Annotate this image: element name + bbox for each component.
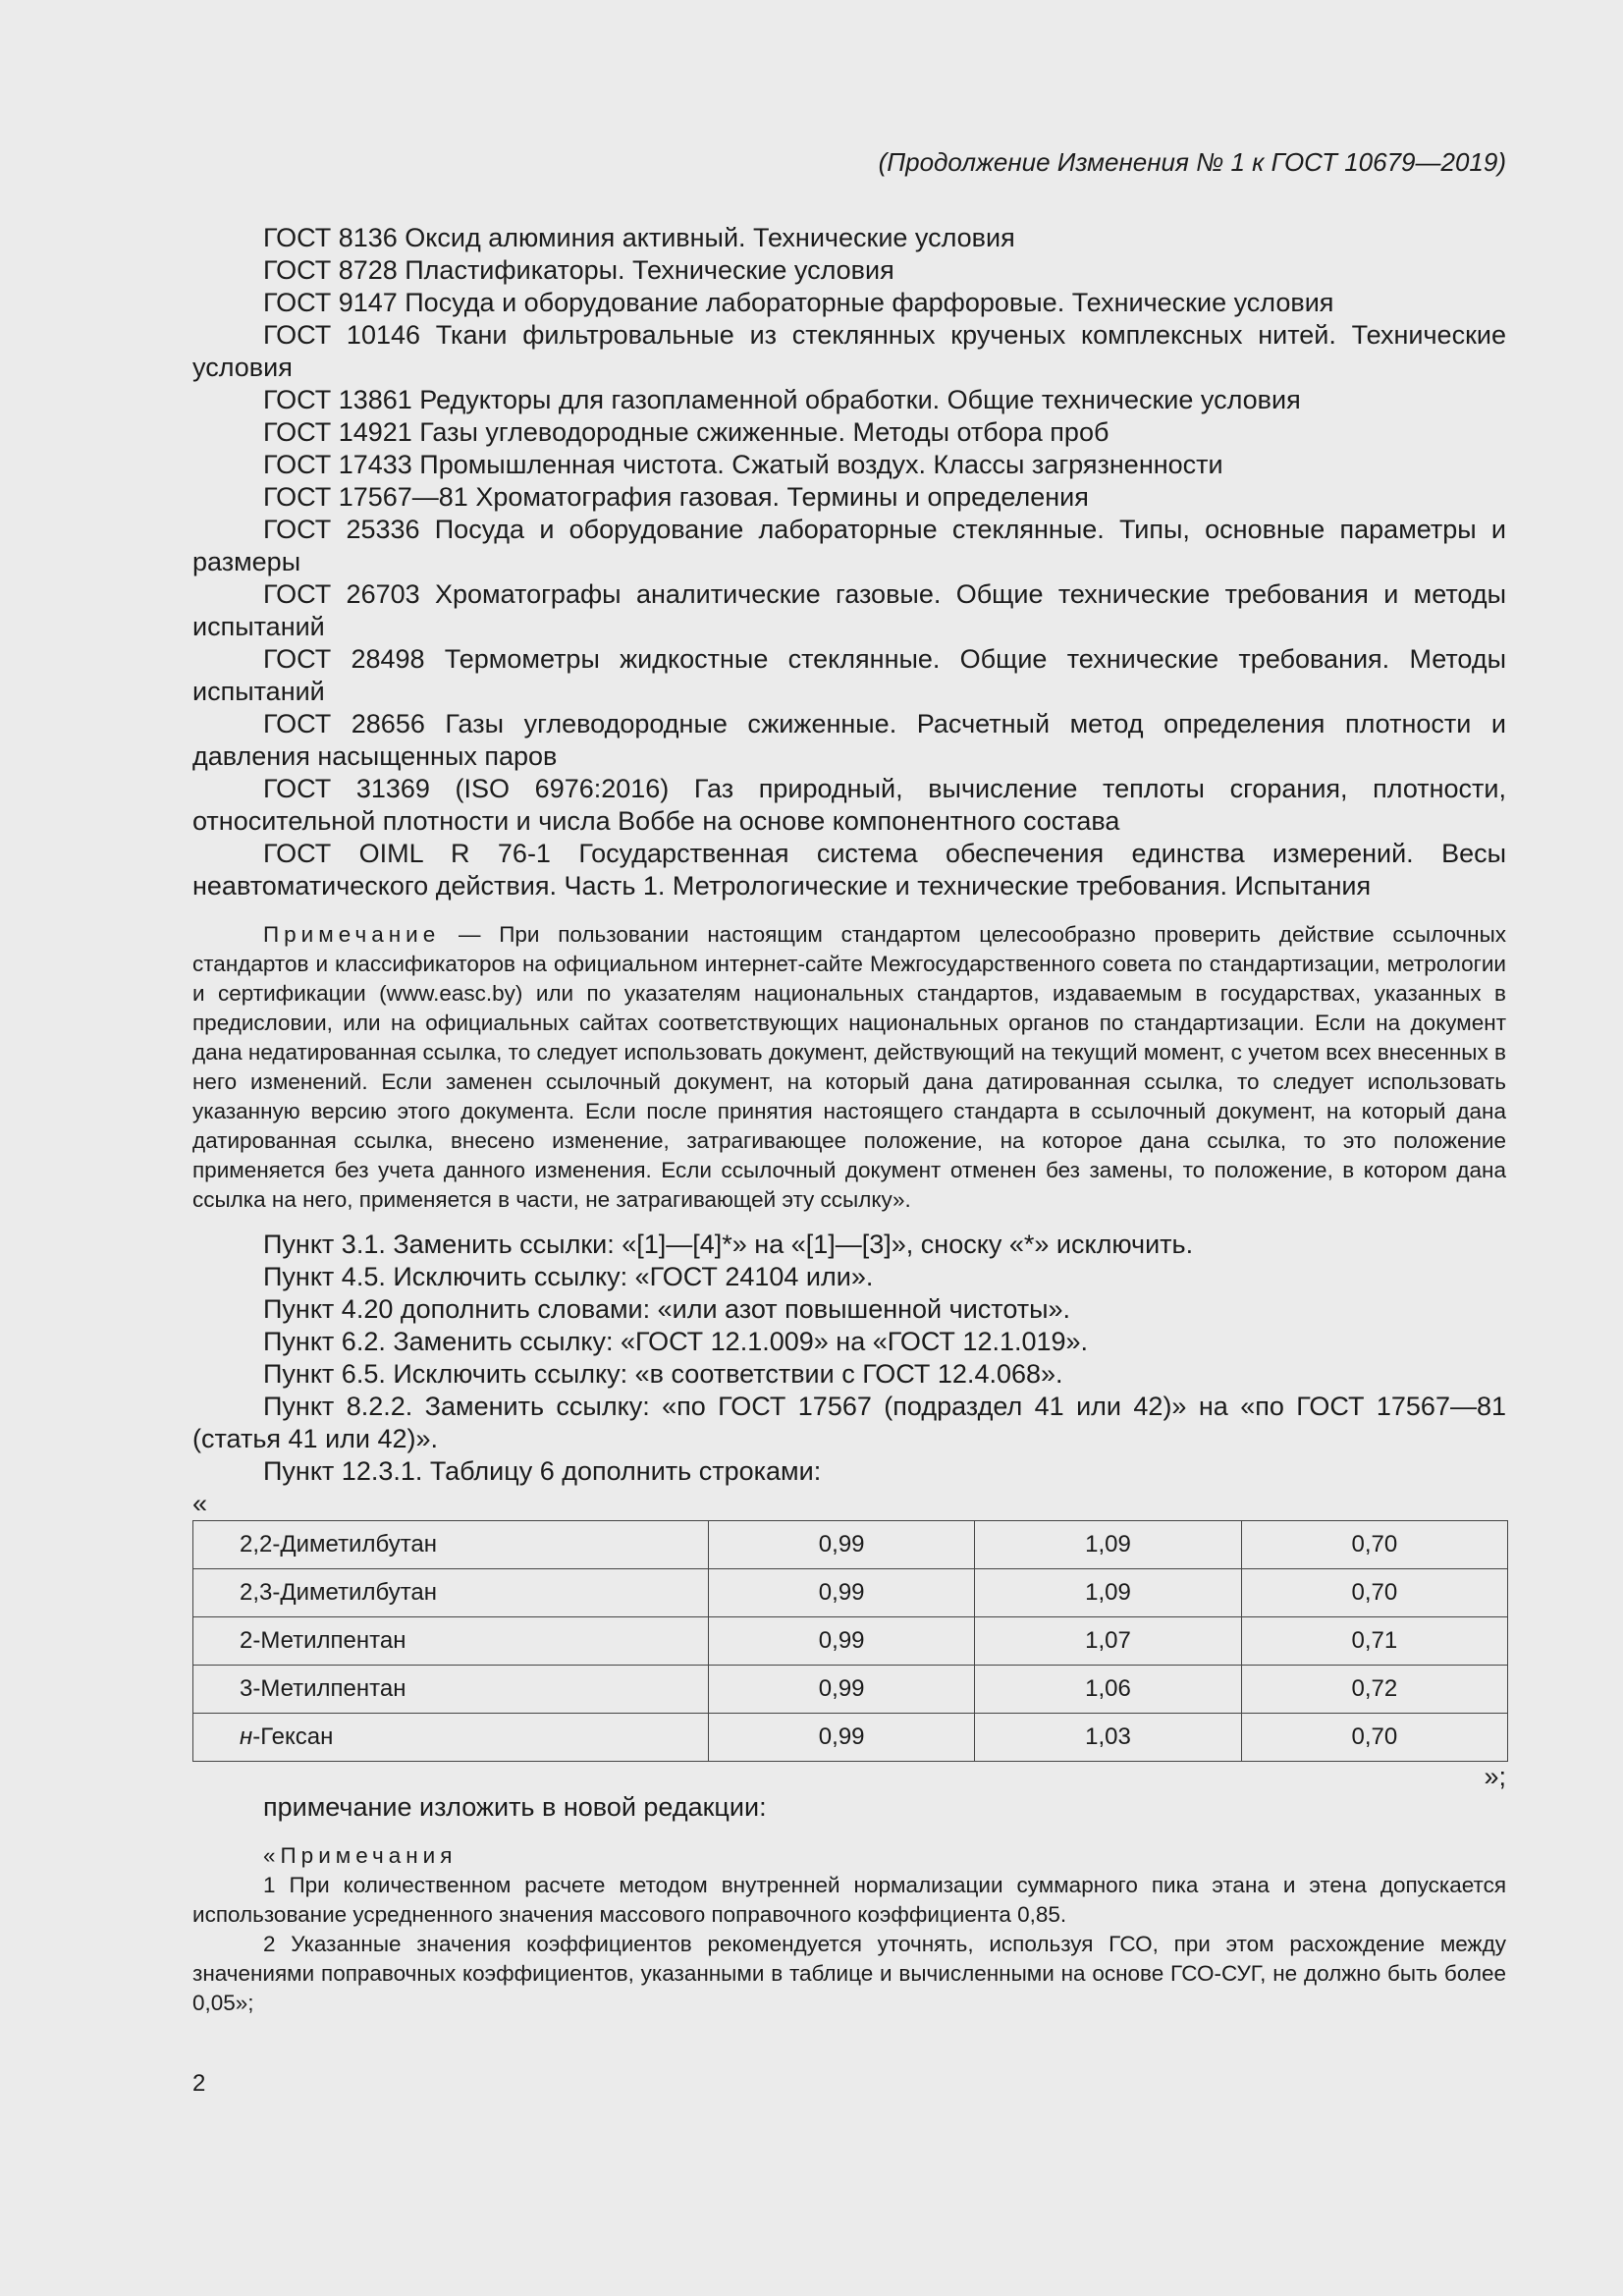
table-cell-value: 0,99	[709, 1666, 975, 1714]
table-cell-name	[193, 1666, 709, 1714]
compound-prefix: н	[240, 1723, 253, 1750]
note-paragraph	[192, 920, 1506, 1215]
table-row	[193, 1714, 1508, 1762]
reference-item: ГОСТ 8136 Оксид алюминия активный. Технические условия	[263, 223, 1015, 252]
reference-item: ГОСТ 28656 Газы углеводородные сжиженные. Расчетный метод определения плотности и давления насыщенных паров	[192, 709, 1506, 771]
compound-name: -Гексан	[252, 1723, 334, 1750]
compound-name: 2,3-Диметилбутан	[240, 1579, 438, 1606]
table-row	[193, 1569, 1508, 1617]
notes-block	[192, 1841, 1506, 2018]
table-cell-value: 0,70	[1241, 1521, 1507, 1569]
table-row	[193, 1521, 1508, 1569]
references-list	[192, 222, 1506, 902]
note-text: — При пользовании настоящим стандартом целесообразно проверить действие ссылочных стандартов и классификаторов на официальном интернет-сайте Межгосударственного совета по стандартизации, метрологии и сертификации (www.easc.by) или по указателям национальных стандартов, издаваемым в государствах, указанных в предисловии, или на официальных сайтах соответствующих национальных органов по стандартизации. Если на документ дана недатированная ссылка, то следует использовать документ, действующий на текущий момент, с учетом всех внесенных в него изменений. Если заменен ссылочный документ, на который дана датированная ссылка, то следует использовать указанную версию этого документа. Если после принятия настоящего стандарта в ссылочный документ, на который дана датированная ссылка, внесено изменение, затрагивающее положение, на которое дана ссылка, то это положение применяется без учета данного изменения. Если ссылочный документ отменен без замены, то положение, в котором дана ссылка на него, применяется в части, не затрагивающей эту ссылку».	[192, 922, 1506, 1212]
reference-item: ГОСТ 9147 Посуда и оборудование лабораторные фарфоровые. Технические условия	[263, 288, 1334, 317]
after-table	[192, 1791, 1506, 1824]
after-table-text: примечание изложить в новой редакции:	[263, 1792, 767, 1822]
table-cell-value: 0,72	[1241, 1666, 1507, 1714]
reference-item: ГОСТ 25336 Посуда и оборудование лабораторные стеклянные. Типы, основные параметры и размеры	[192, 515, 1506, 576]
table-cell-value: 0,71	[1241, 1617, 1507, 1666]
table-cell-value: 0,70	[1241, 1569, 1507, 1617]
amendment-item: Пункт 6.5. Исключить ссылку: «в соответствии с ГОСТ 12.4.068».	[263, 1359, 1063, 1389]
table-cell-value: 1,09	[975, 1521, 1241, 1569]
table-cell-value: 1,06	[975, 1666, 1241, 1714]
amendment-item: Пункт 12.3.1. Таблицу 6 дополнить строками:	[263, 1456, 822, 1486]
table-cell-value: 0,99	[709, 1569, 975, 1617]
reference-item: ГОСТ 31369 (ISO 6976:2016) Газ природный, вычисление теплоты сгорания, плотности, относительной плотности и числа Воббе на основе компонентного состава	[192, 774, 1506, 836]
document-page	[192, 145, 1506, 2018]
page-header: (Продолжение Изменения № 1 к ГОСТ 10679—2019)	[878, 147, 1506, 177]
reference-item: ГОСТ 14921 Газы углеводородные сжиженные. Методы отбора проб	[263, 417, 1109, 447]
table-cell-value: 1,03	[975, 1714, 1241, 1762]
amendment-item: Пункт 3.1. Заменить ссылки: «[1]—[4]*» на «[1]—[3]», сноску «*» исключить.	[263, 1230, 1194, 1259]
table-cell-value: 0,99	[709, 1617, 975, 1666]
table-cell-name	[193, 1521, 709, 1569]
table-row	[193, 1617, 1508, 1666]
reference-item: ГОСТ 17433 Промышленная чистота. Сжатый воздух. Классы загрязненности	[263, 450, 1223, 479]
amendment-item: Пункт 4.20 дополнить словами: «или азот повышенной чистоты».	[263, 1294, 1071, 1324]
notes-label-text: «Примечания	[263, 1843, 458, 1868]
quote-close: »;	[1484, 1762, 1506, 1791]
amendment-item: Пункт 6.2. Заменить ссылку: «ГОСТ 12.1.009» на «ГОСТ 12.1.019».	[263, 1327, 1089, 1356]
compound-name: 3-Метилпентан	[240, 1675, 406, 1702]
table-cell-value: 1,07	[975, 1617, 1241, 1666]
amendments-list	[192, 1229, 1506, 1488]
table-cell-value: 0,70	[1241, 1714, 1507, 1762]
reference-item: ГОСТ 17567—81 Хроматография газовая. Термины и определения	[263, 482, 1089, 512]
reference-item: ГОСТ 28498 Термометры жидкостные стеклянные. Общие технические требования. Методы испытаний	[192, 644, 1506, 706]
coefficients-table	[192, 1520, 1508, 1762]
table-cell-value: 0,99	[709, 1521, 975, 1569]
compound-name: 2-Метилпентан	[240, 1627, 406, 1654]
reference-item: ГОСТ 26703 Хроматографы аналитические газовые. Общие технические требования и методы испытаний	[192, 579, 1506, 641]
reference-item: ГОСТ 10146 Ткани фильтровальные из стеклянных крученых комплексных нитей. Технические условия	[192, 320, 1506, 382]
reference-item: ГОСТ OIML R 76-1 Государственная система обеспечения единства измерений. Весы неавтоматического действия. Часть 1. Метрологические и технические требования. Испытания	[192, 839, 1506, 901]
reference-item: ГОСТ 13861 Редукторы для газопламенной обработки. Общие технические условия	[263, 385, 1301, 414]
table-row	[193, 1666, 1508, 1714]
page-number: 2	[192, 2070, 206, 2097]
quote-open: «	[192, 1489, 208, 1518]
note-label: Примечание	[263, 922, 441, 947]
notes-item: 2 Указанные значения коэффициентов рекомендуется уточнять, используя ГСО, при этом расхождение между значениями поправочных коэффициентов, указанными в таблице и вычисленными на основе ГСО-СУГ, не должно быть более 0,05»;	[192, 1932, 1506, 2015]
table-cell-value: 1,09	[975, 1569, 1241, 1617]
amendment-item: Пункт 4.5. Исключить ссылку: «ГОСТ 24104 или».	[263, 1262, 874, 1291]
table-cell-value: 0,99	[709, 1714, 975, 1762]
notes-label	[192, 1841, 1506, 1871]
compound-name: 2,2-Диметилбутан	[240, 1531, 438, 1558]
amendment-item: Пункт 8.2.2. Заменить ссылку: «по ГОСТ 17567 (подраздел 41 или 42)» на «по ГОСТ 17567—81 (статья 41 или 42)».	[192, 1392, 1506, 1453]
table-cell-name	[193, 1617, 709, 1666]
notes-item: 1 При количественном расчете методом внутренней нормализации суммарного пика этана и этена допускается использование усредненного значения массового поправочного коэффициента 0,85.	[192, 1873, 1506, 1927]
reference-item: ГОСТ 8728 Пластификаторы. Технические условия	[263, 255, 894, 285]
table-cell-name	[193, 1569, 709, 1617]
table-cell-name	[193, 1714, 709, 1762]
